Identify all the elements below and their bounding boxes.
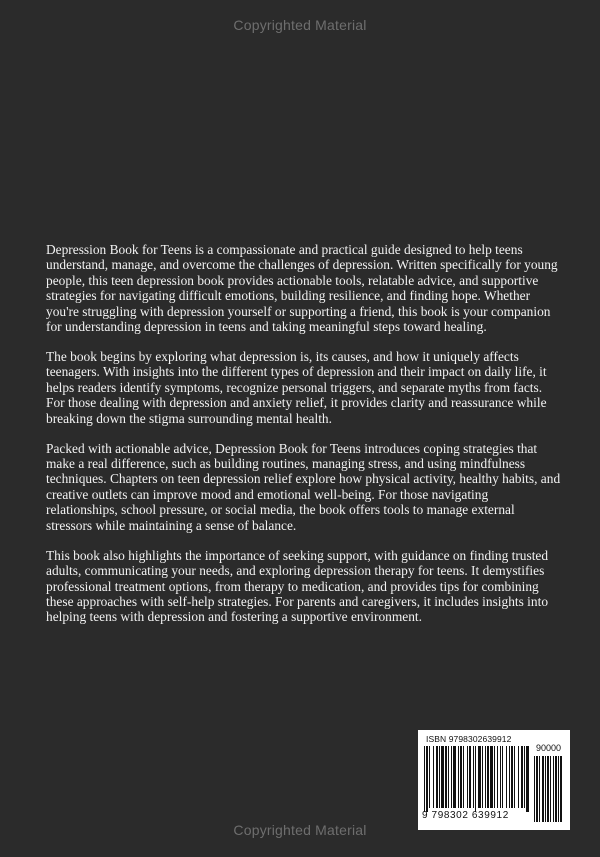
- description-paragraph-2: The book begins by exploring what depression is, its causes, and how it uniquely affects teenagers. With insights into the different types of depression and their impact on daily life, it helps readers identify symptoms, recognize personal triggers, and separate myths from facts. For those dealing with depression and anxiety relief, it provides clarity and reassurance while breaking down the stigma surrounding mental health.: [46, 349, 547, 426]
- isbn-barcode: [418, 730, 570, 830]
- book-description: [46, 242, 562, 639]
- copyright-watermark-bottom: Copyrighted Material: [233, 822, 367, 838]
- price-code: 90000: [536, 743, 562, 753]
- copyright-watermark-top: Copyrighted Material: [233, 17, 367, 33]
- barcode-number: 9 798302 639912: [422, 810, 509, 821]
- isbn-label: ISBN 9798302639912: [426, 734, 512, 744]
- description-paragraph-4: This book also highlights the importance of seeking support, with guidance on finding trusted adults, communicating your needs, and exploring depression therapy for teens. It demystifies professional treatment options, from therapy to medication, and provides tips for combining these approaches with self-help strategies. For parents and caregivers, it includes insights into helping teens with depression and fostering a supportive environment.: [46, 547, 549, 625]
- description-paragraph-3: Packed with actionable advice, Depression Book for Teens introduces coping strategies that make a real difference, such as building routines, managing stress, and using mindfulness techniques. Chapters on teen depression relief explore how physical activity, healthy habits, and creative outlets can improve mood and emotional well-being. For those navigating relationships, school pressure, or social media, the book offers tools to manage external stressors while maintaining a sense of balance.: [46, 440, 561, 533]
- description-paragraph-1: Depression Book for Teens is a compassionate and practical guide designed to help teens understand, manage, and overcome the challenges of depression. Written specifically for young people, this teen depression book provides actionable tools, relatable advice, and supportive strategies for navigating difficult emotions, building resilience, and finding hope. Whether you're struggling with depression yourself or supporting a friend, this book is your companion for understanding depression in teens and taking meaningful steps toward healing.: [46, 242, 558, 335]
